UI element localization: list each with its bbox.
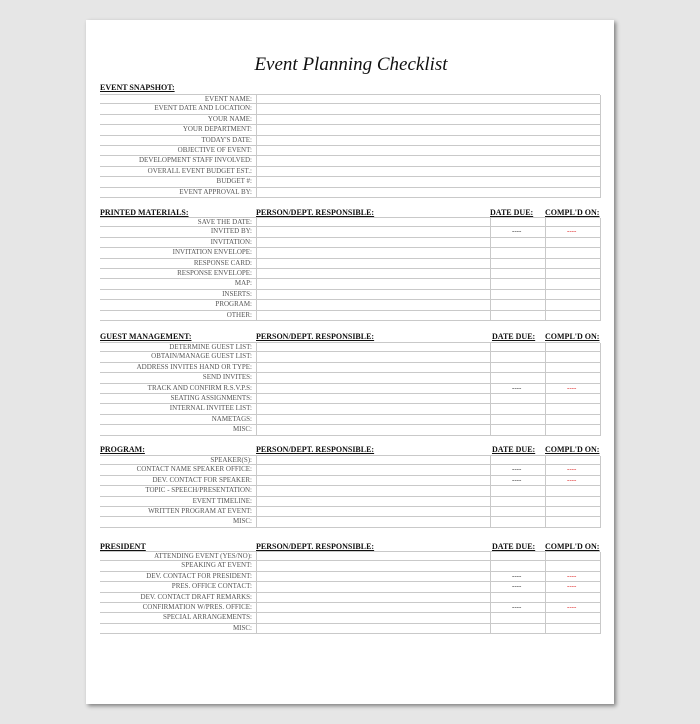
person-responsible-field[interactable]	[256, 311, 490, 320]
field-input-area[interactable]	[256, 115, 600, 124]
table-row	[100, 104, 600, 114]
column-divider	[600, 95, 601, 104]
person-responsible-field[interactable]	[256, 238, 490, 247]
column-divider	[600, 104, 601, 114]
column-divider	[256, 104, 257, 114]
column-divider	[490, 561, 491, 571]
column-divider	[256, 156, 257, 166]
column-divider	[490, 624, 491, 634]
table-row	[100, 507, 600, 517]
task-label: DEV. CONTACT FOR SPEAKER:	[152, 475, 252, 484]
snapshot-table	[100, 94, 600, 198]
column-divider	[600, 311, 601, 321]
person-responsible-field[interactable]	[256, 552, 490, 560]
table-row	[100, 465, 600, 475]
column-divider	[490, 218, 491, 227]
completed-on-value[interactable]: ----	[567, 465, 577, 474]
column-divider	[490, 572, 491, 582]
column-divider	[600, 497, 601, 507]
field-label: TODAY'S DATE:	[201, 135, 252, 144]
task-label: TOPIC - SPEECH/PRESENTATION:	[145, 486, 252, 495]
section-heading: PRINTED MATERIALS:	[100, 208, 189, 217]
table-row	[100, 290, 600, 300]
column-divider	[490, 238, 491, 248]
completed-on-value[interactable]: ----	[567, 383, 577, 392]
column-header-date-due: DATE DUE:	[490, 208, 534, 217]
task-label: NAMETAGS:	[211, 414, 252, 423]
column-divider	[545, 552, 546, 561]
person-responsible-field[interactable]	[256, 507, 490, 516]
column-divider	[256, 188, 257, 198]
column-divider	[600, 624, 601, 634]
column-divider	[256, 95, 257, 104]
column-header-completed-on: COMPL'D ON:	[545, 542, 600, 551]
column-divider	[600, 115, 601, 125]
task-label: MAP:	[234, 279, 252, 288]
column-divider	[600, 238, 601, 248]
person-responsible-field[interactable]	[256, 593, 490, 602]
column-divider	[545, 279, 546, 289]
column-divider	[490, 415, 491, 425]
person-responsible-field[interactable]	[256, 456, 490, 464]
column-divider	[490, 343, 491, 352]
field-input-area[interactable]	[256, 125, 600, 134]
column-divider	[490, 486, 491, 496]
task-label: SPEAKER(S):	[210, 456, 252, 464]
column-divider	[545, 497, 546, 507]
column-divider	[600, 352, 601, 362]
field-label: DEVELOPMENT STAFF INVOLVED:	[138, 156, 252, 165]
column-divider	[490, 507, 491, 517]
date-due-value[interactable]: ----	[512, 383, 522, 392]
section-heading: PRESIDENT	[100, 542, 146, 551]
task-label: TRACK AND CONFIRM R.S.V.P.S:	[147, 383, 252, 392]
table-row	[100, 342, 600, 352]
table-row	[100, 300, 600, 310]
column-divider	[490, 497, 491, 507]
field-input-area[interactable]	[256, 156, 600, 165]
column-divider	[490, 227, 491, 237]
column-divider	[490, 456, 491, 465]
column-divider	[545, 486, 546, 496]
table-row	[100, 352, 600, 362]
table-row	[100, 613, 600, 623]
task-label: RESPONSE CARD:	[193, 258, 252, 267]
task-label: SEATING ASSIGNMENTS:	[170, 393, 252, 402]
person-responsible-field[interactable]	[256, 259, 490, 268]
table-row	[100, 497, 600, 507]
column-divider	[490, 300, 491, 310]
column-divider	[600, 146, 601, 156]
column-divider	[600, 188, 601, 198]
column-divider	[256, 146, 257, 156]
field-label: OBJECTIVE OF EVENT:	[177, 145, 252, 154]
person-responsible-field[interactable]	[256, 561, 490, 570]
table-row	[100, 94, 600, 104]
column-divider	[600, 177, 601, 187]
column-divider	[256, 125, 257, 135]
column-header-person: PERSON/DEPT. RESPONSIBLE:	[256, 542, 375, 551]
column-divider	[545, 603, 546, 613]
field-label: EVENT NAME:	[204, 95, 252, 103]
column-divider	[256, 136, 257, 146]
table-row	[100, 425, 600, 435]
person-responsible-field[interactable]	[256, 624, 490, 633]
table-row	[100, 603, 600, 613]
person-responsible-field[interactable]	[256, 415, 490, 424]
column-divider	[490, 603, 491, 613]
column-divider	[490, 582, 491, 592]
column-divider	[600, 136, 601, 146]
task-label: OTHER:	[226, 310, 252, 319]
task-label: EVENT TIMELINE:	[192, 496, 252, 505]
completed-on-value[interactable]: ----	[567, 582, 577, 591]
column-divider	[490, 290, 491, 300]
column-divider	[545, 384, 546, 394]
field-label: YOUR DEPARTMENT:	[182, 125, 252, 134]
person-responsible-field[interactable]	[256, 425, 490, 434]
table-row	[100, 551, 600, 561]
column-divider	[600, 476, 601, 486]
column-divider	[600, 415, 601, 425]
task-label: DETERMINE GUEST LIST:	[169, 343, 252, 351]
column-divider	[490, 352, 491, 362]
column-divider	[256, 177, 257, 187]
field-input-area[interactable]	[256, 167, 600, 176]
column-divider	[490, 363, 491, 373]
field-input-area[interactable]	[256, 136, 600, 145]
task-label: DEV. CONTACT FOR PRESIDENT:	[146, 571, 252, 580]
page-title: Event Planning Checklist	[254, 54, 448, 75]
column-divider	[545, 415, 546, 425]
table-row	[100, 115, 600, 125]
date-due-value[interactable]: ----	[512, 571, 522, 580]
task-label: MISC:	[232, 425, 252, 434]
task-label: SEND INVITES:	[202, 373, 252, 382]
person-responsible-field[interactable]	[256, 486, 490, 495]
snapshot-heading-row	[100, 83, 600, 94]
table-row	[100, 269, 600, 279]
table-row	[100, 363, 600, 373]
table-row	[100, 177, 600, 187]
person-responsible-field[interactable]	[256, 572, 490, 581]
table-row	[100, 227, 600, 237]
column-divider	[600, 561, 601, 571]
column-divider	[600, 343, 601, 352]
column-divider	[545, 248, 546, 258]
date-due-value[interactable]: ----	[512, 227, 522, 236]
column-divider	[545, 404, 546, 414]
column-header-completed-on: COMPL'D ON:	[545, 445, 600, 454]
task-label: CONFIRMATION W/PRES. OFFICE:	[142, 602, 252, 611]
task-label: INVITED BY:	[210, 227, 252, 236]
column-divider	[600, 456, 601, 465]
task-label: DEV. CONTACT DRAFT REMARKS:	[140, 592, 252, 601]
column-divider	[490, 384, 491, 394]
person-responsible-field[interactable]	[256, 384, 490, 393]
task-label: SPECIAL ARRANGEMENTS:	[162, 613, 252, 622]
column-divider	[600, 227, 601, 237]
field-label: YOUR NAME:	[207, 114, 252, 123]
task-label: SAVE THE DATE:	[197, 218, 252, 226]
column-divider	[600, 300, 601, 310]
table-row	[100, 486, 600, 496]
table-row	[100, 156, 600, 166]
column-divider	[600, 167, 601, 177]
table-row	[100, 624, 600, 634]
column-divider	[600, 404, 601, 414]
table-row	[100, 167, 600, 177]
task-label: INTERNAL INVITEE LIST:	[169, 404, 252, 413]
column-divider	[256, 115, 257, 125]
person-responsible-field[interactable]	[256, 613, 490, 622]
table-row	[100, 394, 600, 404]
person-responsible-field[interactable]	[256, 279, 490, 288]
column-divider	[490, 259, 491, 269]
column-divider	[490, 552, 491, 561]
field-label: EVENT DATE AND LOCATION:	[154, 104, 252, 113]
column-divider	[490, 279, 491, 289]
task-label: RESPONSE ENVELOPE:	[177, 268, 252, 277]
task-label: INVITATION:	[210, 237, 252, 246]
task-label: WRITTEN PROGRAM AT EVENT:	[148, 506, 252, 515]
section-table	[100, 455, 600, 528]
column-divider	[490, 613, 491, 623]
table-row	[100, 311, 600, 321]
person-responsible-field[interactable]	[256, 290, 490, 299]
column-divider	[600, 156, 601, 166]
table-row	[100, 188, 600, 198]
column-divider	[600, 593, 601, 603]
column-divider	[490, 248, 491, 258]
column-divider	[600, 384, 601, 394]
table-row	[100, 248, 600, 258]
column-header-date-due: DATE DUE:	[492, 445, 536, 454]
person-responsible-field[interactable]	[256, 269, 490, 278]
field-input-area[interactable]	[256, 177, 600, 186]
field-label: BUDGET #:	[216, 177, 252, 186]
person-responsible-field[interactable]	[256, 582, 490, 591]
column-divider	[490, 269, 491, 279]
column-header-date-due: DATE DUE:	[492, 542, 536, 551]
column-header-person: PERSON/DEPT. RESPONSIBLE:	[256, 445, 375, 454]
table-row	[100, 415, 600, 425]
table-row	[100, 238, 600, 248]
column-divider	[545, 227, 546, 237]
table-row	[100, 146, 600, 156]
column-divider	[545, 311, 546, 321]
column-divider	[600, 125, 601, 135]
date-due-value[interactable]: ----	[512, 602, 522, 611]
table-row	[100, 572, 600, 582]
completed-on-value[interactable]: ----	[567, 227, 577, 236]
person-responsible-field[interactable]	[256, 218, 490, 226]
column-divider	[600, 259, 601, 269]
completed-on-value[interactable]: ----	[567, 571, 577, 580]
column-divider	[545, 456, 546, 465]
snapshot-heading: EVENT SNAPSHOT:	[100, 83, 175, 92]
table-row	[100, 561, 600, 571]
column-divider	[545, 582, 546, 592]
completed-on-value[interactable]: ----	[567, 602, 577, 611]
task-label: ADDRESS INVITES HAND OR TYPE:	[136, 362, 252, 371]
column-divider	[545, 300, 546, 310]
column-divider	[600, 465, 601, 475]
column-divider	[600, 582, 601, 592]
section-table	[100, 342, 600, 436]
person-responsible-field[interactable]	[256, 300, 490, 309]
task-label: INVITATION ENVELOPE:	[172, 248, 252, 257]
date-due-value[interactable]: ----	[512, 582, 522, 591]
column-divider	[545, 624, 546, 634]
column-divider	[545, 373, 546, 383]
column-divider	[490, 394, 491, 404]
column-divider	[545, 613, 546, 623]
task-label: MISC:	[232, 517, 252, 526]
column-divider	[545, 269, 546, 279]
column-divider	[490, 425, 491, 435]
table-row	[100, 259, 600, 269]
column-divider	[490, 404, 491, 414]
table-row	[100, 125, 600, 135]
person-responsible-field[interactable]	[256, 497, 490, 506]
column-divider	[545, 572, 546, 582]
section-heading: PROGRAM:	[100, 445, 145, 454]
column-divider	[545, 343, 546, 352]
document-page	[86, 20, 614, 704]
column-divider	[600, 248, 601, 258]
task-label: PRES. OFFICE CONTACT:	[171, 582, 252, 591]
person-responsible-field[interactable]	[256, 603, 490, 612]
column-divider	[600, 363, 601, 373]
section-heading: GUEST MANAGEMENT:	[100, 332, 192, 341]
column-divider	[490, 311, 491, 321]
table-row	[100, 582, 600, 592]
table-row	[100, 455, 600, 465]
table-row	[100, 476, 600, 486]
field-label: OVERALL EVENT BUDGET EST.:	[147, 166, 252, 175]
table-row	[100, 593, 600, 603]
table-row	[100, 217, 600, 227]
task-label: PROGRAM:	[215, 300, 252, 309]
column-header-person: PERSON/DEPT. RESPONSIBLE:	[256, 332, 375, 341]
column-divider	[600, 394, 601, 404]
person-responsible-field[interactable]	[256, 476, 490, 485]
column-divider	[600, 373, 601, 383]
column-divider	[545, 290, 546, 300]
column-divider	[600, 613, 601, 623]
task-label: ATTENDING EVENT (YES/NO):	[154, 552, 252, 560]
table-row	[100, 279, 600, 289]
person-responsible-field[interactable]	[256, 517, 490, 526]
person-responsible-field[interactable]	[256, 352, 490, 361]
person-responsible-field[interactable]	[256, 394, 490, 403]
date-due-value[interactable]: ----	[512, 465, 522, 474]
column-divider	[600, 507, 601, 517]
column-divider	[600, 218, 601, 227]
person-responsible-field[interactable]	[256, 465, 490, 474]
person-responsible-field[interactable]	[256, 343, 490, 351]
column-divider	[545, 425, 546, 435]
column-divider	[545, 507, 546, 517]
table-row	[100, 517, 600, 527]
task-label: INSERTS:	[222, 289, 252, 298]
task-label: SPEAKING AT EVENT:	[181, 561, 252, 570]
column-divider	[490, 465, 491, 475]
date-due-value[interactable]: ----	[512, 475, 522, 484]
table-row	[100, 404, 600, 414]
column-divider	[545, 218, 546, 227]
field-input-area[interactable]	[256, 188, 600, 197]
column-divider	[490, 517, 491, 527]
column-header-date-due: DATE DUE:	[492, 332, 536, 341]
table-row	[100, 373, 600, 383]
column-divider	[545, 352, 546, 362]
person-responsible-field[interactable]	[256, 404, 490, 413]
column-divider	[545, 465, 546, 475]
column-divider	[600, 290, 601, 300]
column-header-person: PERSON/DEPT. RESPONSIBLE:	[256, 208, 375, 217]
completed-on-value[interactable]: ----	[567, 475, 577, 484]
column-divider	[256, 167, 257, 177]
column-divider	[490, 476, 491, 486]
field-input-area[interactable]	[256, 95, 600, 103]
column-divider	[545, 476, 546, 486]
field-label: EVENT APPROVAL BY:	[179, 187, 252, 196]
column-divider	[600, 279, 601, 289]
column-divider	[545, 259, 546, 269]
column-divider	[490, 593, 491, 603]
field-input-area[interactable]	[256, 104, 600, 113]
section-table	[100, 551, 600, 634]
table-row	[100, 136, 600, 146]
person-responsible-field[interactable]	[256, 373, 490, 382]
task-label: MISC:	[232, 623, 252, 632]
column-header-completed-on: COMPL'D ON:	[545, 208, 600, 217]
column-divider	[600, 517, 601, 527]
person-responsible-field[interactable]	[256, 363, 490, 372]
column-divider	[600, 603, 601, 613]
column-divider	[600, 552, 601, 561]
column-divider	[545, 517, 546, 527]
column-divider	[600, 269, 601, 279]
column-header-completed-on: COMPL'D ON:	[545, 332, 600, 341]
field-input-area[interactable]	[256, 146, 600, 155]
table-row	[100, 384, 600, 394]
column-divider	[545, 593, 546, 603]
column-divider	[545, 238, 546, 248]
section-table	[100, 217, 600, 321]
column-divider	[600, 486, 601, 496]
column-divider	[545, 561, 546, 571]
person-responsible-field[interactable]	[256, 227, 490, 236]
column-divider	[600, 425, 601, 435]
column-divider	[545, 394, 546, 404]
column-divider	[490, 373, 491, 383]
task-label: CONTACT NAME SPEAKER OFFICE:	[136, 465, 252, 474]
person-responsible-field[interactable]	[256, 248, 490, 257]
task-label: OBTAIN/MANAGE GUEST LIST:	[151, 352, 252, 361]
column-divider	[600, 572, 601, 582]
column-divider	[545, 363, 546, 373]
